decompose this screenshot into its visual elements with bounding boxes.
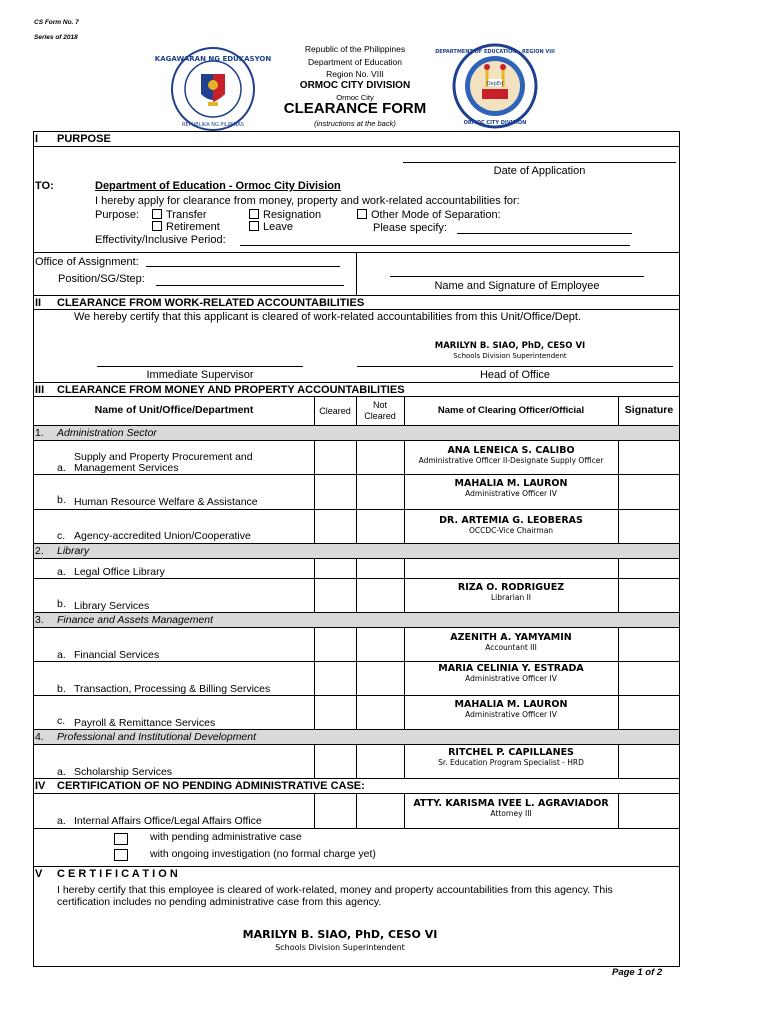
section-5-sds-title: Schools Division Superintendent (275, 943, 405, 952)
row-3-text: Agency-accredited Union/Cooperative (74, 530, 251, 542)
row-6-officer-position: Accountant III (485, 643, 537, 652)
section-4-officer-position: Attorney III (490, 809, 532, 818)
row-8-officer-position: Administrative Officer IV (465, 710, 557, 719)
section-1-title: PURPOSE (57, 133, 111, 145)
form-number: CS Form No. 7 (34, 19, 79, 26)
section-2-number: II (35, 297, 42, 309)
section-4-row-letter: a. (57, 815, 66, 827)
subsection-3-number: 3. (35, 614, 44, 626)
instructions-note: (instructions at the back) (314, 119, 396, 128)
row-1-line1: Supply and Property Procurement and (74, 451, 253, 463)
section-5-number: V (35, 868, 43, 880)
position-field[interactable] (156, 285, 344, 286)
subsection-1-number: 1. (35, 427, 44, 439)
form-title: CLEARANCE FORM (283, 100, 427, 117)
row-1-letter: a. (57, 462, 66, 474)
subsection-2-bar (34, 543, 679, 558)
section-4-title: CERTIFICATION OF NO PENDING ADMINISTRATIVE CASE: (57, 780, 365, 792)
transfer-label: Transfer (166, 209, 207, 221)
row-5-text: Library Services (74, 600, 150, 612)
row-9-letter: a. (57, 766, 66, 778)
row-7-officer: MARIA CELINIA Y. ESTRADA (438, 663, 584, 674)
col-unit-header: Name of Unit/Office/Department (94, 404, 254, 416)
section-5-text-line2: certification includes no pending administrative case from this agency. (57, 896, 382, 908)
row-8-officer: MAHALIA M. LAURON (454, 699, 568, 710)
row-2-officer: MAHALIA M. LAURON (454, 478, 568, 489)
row-2-text: Human Resource Welfare & Assistance (74, 496, 258, 508)
row-4-letter: a. (57, 566, 66, 578)
row-7-letter: b. (57, 683, 66, 695)
retirement-label: Retirement (166, 221, 220, 233)
row-3-letter: c. (57, 530, 66, 542)
section-4-number: IV (35, 780, 46, 792)
pending-case-label: with pending administrative case (150, 831, 302, 843)
row-1-line2: Management Services (74, 462, 179, 474)
date-of-application-label: Date of Application (493, 165, 586, 177)
col-not-cleared-header (357, 400, 403, 422)
apply-text: I hereby apply for clearance from money, property and work-related accountabilities for: (95, 195, 520, 207)
subsection-4-title: Professional and Institutional Development (57, 731, 257, 743)
checkbox-icon[interactable] (152, 209, 162, 219)
form-series: Series of 2018 (34, 34, 78, 41)
employee-signature-label: Name and Signature of Employee (434, 280, 600, 292)
resignation-label: Resignation (263, 209, 322, 221)
please-specify-label: Please specify: (373, 222, 447, 234)
row-3-officer-position: OCCDC-Vice Chairman (468, 526, 554, 535)
row-2-letter: b. (57, 494, 66, 506)
row-5-officer-position: Librarian II (490, 593, 532, 602)
purpose-retirement-option[interactable] (152, 221, 220, 233)
row-8-text: Payroll & Remittance Services (74, 717, 216, 729)
ongoing-investigation-checkbox[interactable] (114, 849, 128, 861)
row-6-letter: a. (57, 649, 66, 661)
checkbox-icon[interactable] (249, 221, 259, 231)
checkbox-icon[interactable] (249, 209, 259, 219)
row-7-officer-position: Administrative Officer IV (465, 674, 557, 683)
not-label: Not (372, 400, 387, 410)
to-recipient: Department of Education - Ormoc City Division (95, 180, 341, 192)
row-5-letter: b. (57, 598, 66, 610)
please-specify-field[interactable] (457, 233, 632, 234)
row-2-officer-position: Administrative Officer IV (465, 489, 557, 498)
checkbox-icon[interactable] (152, 221, 162, 231)
division-line: ORMOC CITY DIVISION (299, 80, 411, 91)
department-line: Department of Education (307, 57, 403, 67)
section-3-number: III (35, 384, 45, 396)
purpose-transfer-option[interactable] (152, 209, 207, 221)
col-cleared-header: Cleared (319, 406, 351, 416)
checkbox-icon[interactable] (357, 209, 367, 219)
section-5-sds-name: MARILYN B. SIAO, PhD, CESO VI (242, 928, 438, 941)
section-2-sds-title: Schools Division Superintendent (453, 352, 567, 360)
purpose-other-option[interactable] (357, 209, 501, 221)
section-2-certify-text: We hereby certify that this applicant is cleared of work-related accountabilities from this Unit/Office/Dept. (74, 311, 582, 323)
effectivity-field[interactable] (240, 245, 630, 246)
row-3-officer: DR. ARTEMIA G. LEOBERAS (439, 515, 583, 526)
office-assignment-field[interactable] (146, 266, 340, 267)
republic-line: Republic of the Philippines (304, 44, 406, 54)
office-assignment-label: Office of Assignment: (35, 256, 139, 268)
section-5-title: C E R T I F I C A T I O N (57, 868, 178, 880)
section-1-number: I (35, 133, 39, 145)
region-line: Region No. VIII (326, 69, 384, 79)
section-5-text-line1: I hereby certify that this employee is cleared of work-related, money and property accountabilities from this agency. This (57, 884, 613, 896)
pending-case-checkbox[interactable] (114, 833, 128, 845)
effectivity-label: Effectivity/Inclusive Period: (95, 234, 226, 246)
row-6-text: Financial Services (74, 649, 160, 661)
svg-text:DepEd: DepEd (486, 81, 504, 87)
immediate-supervisor-label: Immediate Supervisor (146, 369, 254, 381)
svg-text:KAGAWARAN NG EDUKASYON: KAGAWARAN NG EDUKASYON (154, 55, 272, 63)
row-8-letter: c. (57, 715, 66, 727)
head-of-office-label: Head of Office (479, 369, 551, 381)
row-9-officer: RITCHEL P. CAPILLANES (448, 747, 574, 758)
subsection-2-title: Library (57, 545, 90, 557)
to-label: TO: (35, 180, 54, 192)
svg-text:REPUBLIKA NG PILIPINAS: REPUBLIKA NG PILIPINAS (182, 122, 244, 128)
svg-text:DEPARTMENT OF EDUCATION - REGI: DEPARTMENT OF EDUCATION - REGION VIII (435, 49, 555, 55)
purpose-leave-option[interactable] (249, 221, 293, 233)
section-2-title: CLEARANCE FROM WORK-RELATED ACCOUNTABILITIES (57, 297, 365, 309)
col-officer-header: Name of Clearing Officer/Official (437, 405, 585, 416)
section-4-officer: ATTY. KARISMA IVEE L. AGRAVIADOR (413, 798, 609, 809)
subsection-3-title: Finance and Assets Management (57, 614, 214, 626)
division-seal-right (435, 43, 555, 129)
subsection-2-number: 2. (35, 545, 44, 557)
deped-seal-left (154, 46, 272, 132)
row-1-officer-position: Administrative Officer II-Designate Supply Officer (418, 456, 604, 465)
svg-text:ORMOC CITY DIVISION: ORMOC CITY DIVISION (463, 120, 527, 126)
row-9-officer-position: Sr. Education Program Specialist - HRD (438, 758, 584, 767)
row-7-text: Transaction, Processing & Billing Services (74, 683, 271, 695)
subsection-4-number: 4. (35, 731, 44, 743)
section-2-sds-name: MARILYN B. SIAO, PhD, CESO VI (434, 341, 586, 351)
subsection-1-title: Administration Sector (57, 427, 157, 439)
row-4-text: Legal Office Library (74, 566, 165, 578)
cleared-label: Cleared (364, 411, 396, 421)
leave-label: Leave (263, 221, 293, 233)
row-1-officer: ANA LENEICA S. CALIBO (447, 445, 575, 456)
row-9-text: Scholarship Services (74, 766, 173, 778)
purpose-label: Purpose: (95, 209, 140, 221)
page-number: Page 1 of 2 (612, 967, 663, 978)
ongoing-investigation-label: with ongoing investigation (no formal charge yet) (150, 848, 376, 860)
city-line: Ormoc City (336, 93, 374, 102)
section-4-row-text: Internal Affairs Office/Legal Affairs Office (74, 815, 262, 827)
row-5-officer: RIZA O. RODRIGUEZ (457, 582, 565, 593)
row-6-officer: AZENITH A. YAMYAMIN (450, 632, 572, 643)
col-signature-header: Signature (624, 404, 674, 416)
section-3-title: CLEARANCE FROM MONEY AND PROPERTY ACCOUNTABILITIES (57, 384, 405, 396)
other-label: Other Mode of Separation: (371, 209, 501, 221)
position-label: Position/SG/Step: (58, 273, 145, 285)
purpose-resignation-option[interactable] (249, 209, 321, 221)
